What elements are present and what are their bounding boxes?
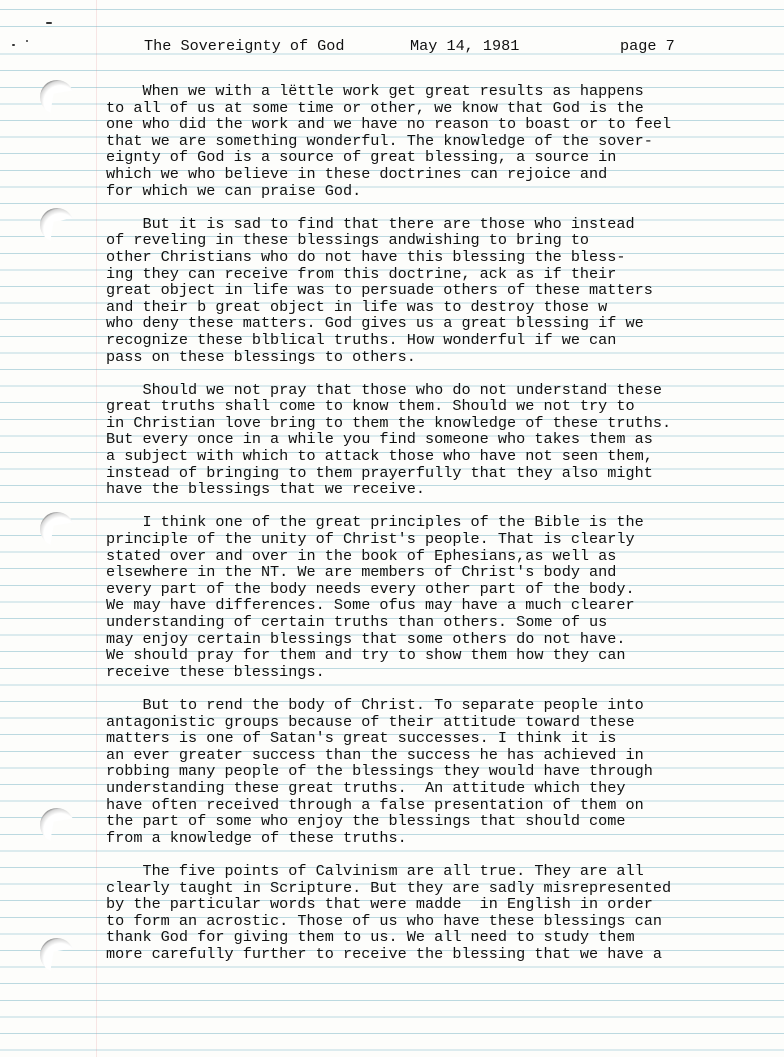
binder-hole (40, 208, 74, 242)
text-line: who deny these matters. God gives us a great blessing if we (106, 314, 644, 333)
text-line: principle of the unity of Christ's people. That is clearly (106, 530, 635, 549)
paragraph (106, 697, 766, 846)
text-line: clearly taught in Scripture. But they are sadly misrepresented (106, 878, 672, 897)
text-line: The five points of Calvinism are all true. They are all (106, 861, 644, 880)
text-line: stated over and over in the book of Ephesians,as well as (106, 546, 617, 565)
binder-hole (40, 80, 74, 114)
text-line: I think one of the great principles of the Bible is the (106, 513, 644, 532)
binder-hole (40, 808, 74, 842)
text-line: of reveling in these blessings andwishing to bring to (106, 231, 590, 250)
paragraph (106, 382, 766, 498)
text-line: the part of some who enjoy the blessings that should come (106, 812, 626, 831)
text-line: in Christian love bring to them the knowledge of these truths. (106, 413, 672, 432)
paragraph (106, 863, 766, 963)
text-line: one who did the work and we have no reason to boast or to feel (106, 115, 672, 134)
text-line: have often received through a false presentation of them on (106, 795, 644, 814)
text-line: But it is sad to find that there are those who instead (106, 214, 635, 233)
binder-hole (40, 512, 74, 546)
text-line: When we with a lëttle work get great results as happens (106, 82, 644, 100)
text-line: which we who believe in these doctrines can rejoice and (106, 164, 608, 183)
paragraph (106, 83, 766, 199)
ink-speck (12, 44, 15, 46)
text-line: pass on these blessings to others. (106, 347, 416, 366)
text-line: thank God for giving them to us. We all need to study them (106, 928, 635, 947)
text-line: understanding of certain truths than others. Some of us (106, 613, 608, 631)
text-line: We may have differences. Some ofus may have a much clearer (106, 596, 635, 615)
text-line: from a knowledge of these truths. (106, 828, 407, 847)
text-line: a subject with which to attack those who have not seen them, (106, 447, 653, 466)
paragraph (106, 216, 766, 365)
text-line: every part of the body needs every other part of the body. (106, 579, 635, 598)
text-line: great object in life was to persuade others of these matters (106, 281, 653, 300)
text-line: instead of bringing to them prayerfully that they also might (106, 463, 653, 482)
text-line: robbing many people of the blessings they would have through (106, 762, 653, 781)
text-line: matters is one of Satan's great successes. I think it is (106, 729, 617, 748)
text-line: great truths shall come to know them. Should we not try to (106, 397, 635, 416)
text-line: understanding these great truths. An attitude which they (106, 778, 626, 797)
text-line: ing they can receive from this doctrine, ack as if their (106, 264, 617, 283)
text-line: have the blessings that we receive. (106, 480, 425, 499)
text-line: for which we can praise God. (106, 181, 362, 200)
text-line: to form an acrostic. Those of us who have these blessings can (106, 911, 662, 930)
text-line: by the particular words that were madde in English in order (106, 895, 653, 914)
ink-speck (46, 22, 52, 24)
text-line: other Christians who do not have this blessing the bless- (106, 247, 626, 266)
text-line: that we are something wonderful. The knowledge of the sover- (106, 131, 653, 150)
text-line: and their b great object in life was to destroy those w (106, 297, 608, 316)
ink-speck (26, 40, 28, 42)
margin-rule (96, 0, 97, 1057)
text-line: to all of us at some time or other, we know that God is the (106, 98, 644, 117)
text-line: recognize these blblical truths. How wonderful if we can (106, 330, 617, 349)
page-number: page 7 (620, 37, 675, 55)
binder-hole (40, 938, 74, 972)
text-line: may enjoy certain blessings that some others do not have. (106, 629, 626, 648)
document-date: May 14, 1981 (410, 37, 520, 55)
paragraph (106, 514, 766, 680)
text-line: Should we not pray that those who do not understand these (106, 380, 662, 399)
text-line: But every once in a while you find someone who takes them as (106, 430, 653, 449)
text-line: But to rend the body of Christ. To separate people into (106, 695, 644, 714)
document-title: The Sovereignty of God (144, 37, 345, 55)
text-line: We should pray for them and try to show them how they can (106, 646, 626, 665)
text-line: antagonistic groups because of their attitude toward these (106, 712, 635, 731)
text-line: an ever greater success than the success he has achieved in (106, 745, 644, 764)
text-line: more carefully further to receive the blessing that we have a (106, 944, 662, 963)
text-line: receive these blessings. (106, 662, 325, 681)
text-line: elsewhere in the NT. We are members of Christ's body and (106, 563, 617, 582)
text-line: eignty of God is a source of great blessing, a source in (106, 148, 617, 167)
typed-body-text (106, 83, 766, 979)
